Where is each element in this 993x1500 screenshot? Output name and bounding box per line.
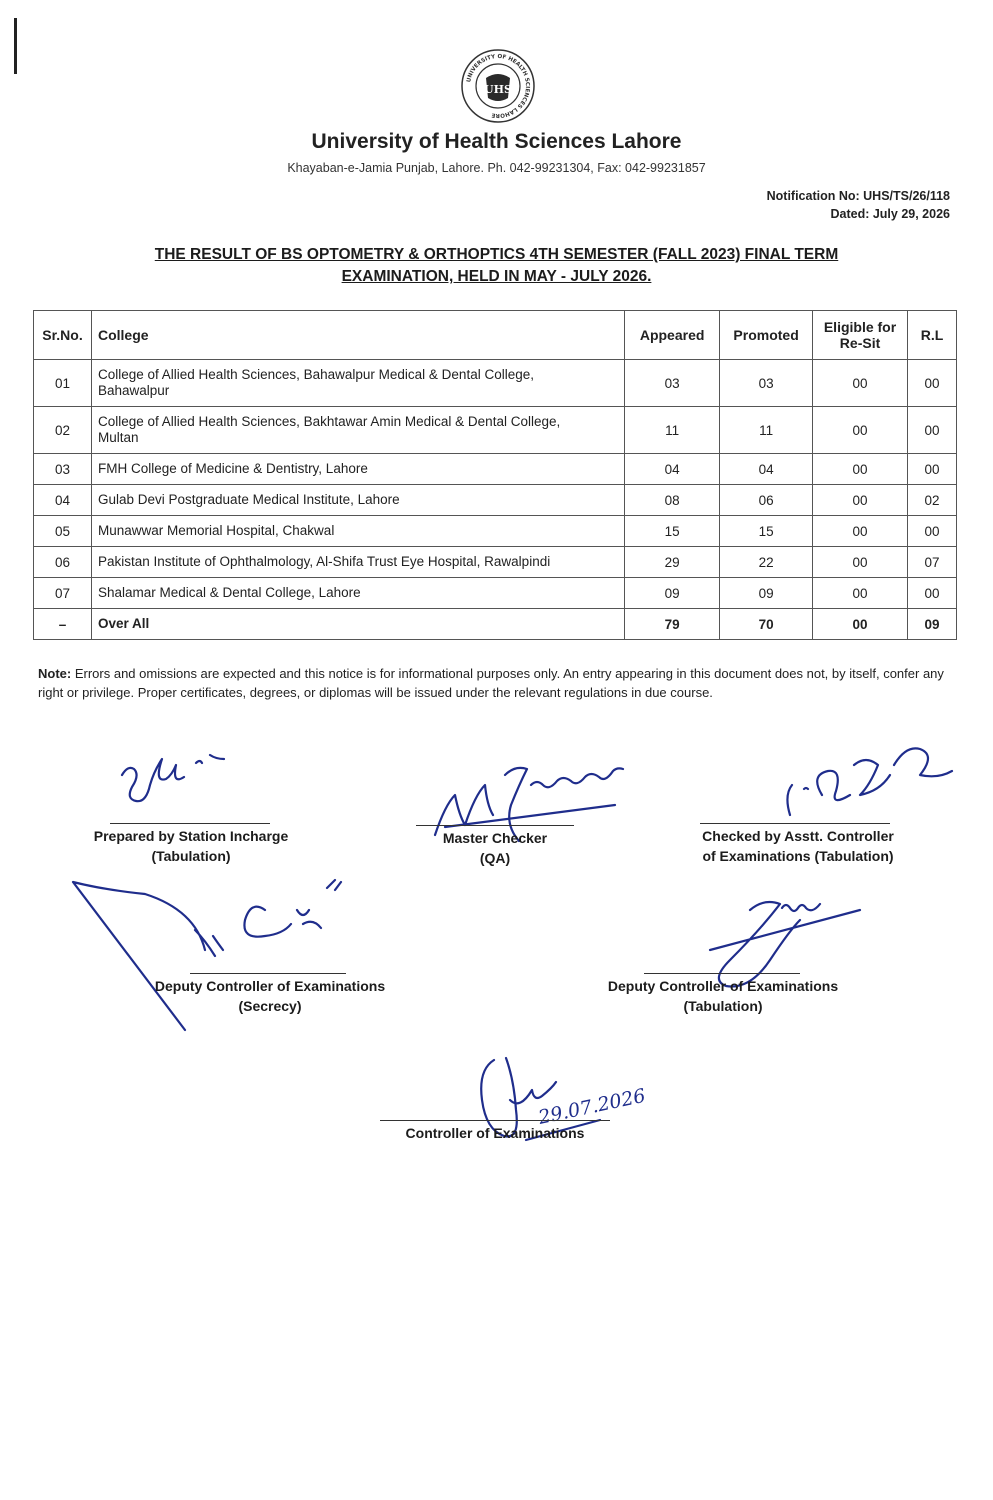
table-row [34, 485, 957, 516]
sig-block-deputy-tabulation [594, 973, 852, 1016]
header-appeared: Appeared [625, 311, 720, 360]
cell-sr: 04 [34, 485, 92, 516]
college-line-1: College of Allied Health Sciences, Bakhtawar Amin Medical & Dental College, [97, 414, 561, 429]
header-college: College [91, 311, 624, 360]
cell-sr: 07 [34, 578, 92, 609]
signature-line [380, 1120, 610, 1121]
signature-line [190, 973, 346, 974]
cell-promoted: 04 [720, 454, 813, 485]
notification-block [767, 187, 950, 223]
cell-eligible: 00 [813, 454, 908, 485]
university-address: Khayaban-e-Jamia Punjab, Lahore. Ph. 042-99231304, Fax: 042-99231857 [287, 161, 706, 175]
cell-eligible: 00 [813, 516, 908, 547]
sig-block-master-checker [416, 825, 574, 868]
header-eligible-line-2: Re-Sit [839, 335, 881, 351]
cell-rl: 00 [907, 360, 956, 407]
signature-line [644, 973, 800, 974]
cell-promoted: 11 [720, 407, 813, 454]
sig-block-controller [380, 1120, 610, 1143]
sig-block-asstt-controller [690, 823, 906, 866]
result-title-line-1: THE RESULT OF BS OPTOMETRY & ORTHOPTICS 4TH SEMESTER (FALL 2023) FINAL TERM [154, 246, 839, 263]
cell-promoted: 09 [720, 578, 813, 609]
table-row [34, 578, 957, 609]
margin-mark [14, 18, 17, 74]
note-label: Note: [38, 666, 72, 681]
result-title [60, 244, 933, 288]
college-line-2: Multan [97, 430, 139, 445]
cell-rl: 00 [907, 578, 956, 609]
cell-eligible: 00 [813, 609, 908, 640]
notification-date: Dated: July 29, 2026 [830, 207, 950, 221]
uhs-logo [460, 48, 536, 124]
result-title-line-2: EXAMINATION, HELD IN MAY - JULY 2026. [341, 268, 652, 285]
sig-block-deputy-secrecy [140, 973, 400, 1016]
university-name: University of Health Sciences Lahore [311, 130, 682, 153]
logo-monogram: UHS [484, 83, 512, 96]
cell-college: Gulab Devi Postgraduate Medical Institute, Lahore [91, 485, 624, 516]
signature-line [110, 823, 270, 824]
cell-eligible: 00 [813, 547, 908, 578]
sig-label-master-checker-sub: (QA) [479, 850, 511, 866]
cell-college: Munawwar Memorial Hospital, Chakwal [91, 516, 624, 547]
cell-rl: 00 [907, 454, 956, 485]
table-row [34, 547, 957, 578]
cell-college [91, 360, 624, 407]
cell-rl: 09 [907, 609, 956, 640]
disclaimer-note [38, 664, 958, 702]
sig-label-deputy-tabulation: Deputy Controller of Examinations [607, 978, 839, 994]
cell-rl: 00 [907, 516, 956, 547]
cell-college: Shalamar Medical & Dental College, Lahore [91, 578, 624, 609]
cell-rl: 07 [907, 547, 956, 578]
logo-ring-text: UNIVERSITY OF HEALTH SCIENCES LAHORE [466, 53, 531, 119]
cell-eligible: 00 [813, 485, 908, 516]
cell-appeared: 08 [625, 485, 720, 516]
sig-label-deputy-tabulation-sub: (Tabulation) [683, 998, 763, 1014]
notification-number: Notification No: UHS/TS/26/118 [766, 189, 950, 203]
handwritten-date: 29.07.2026 [536, 1084, 648, 1129]
cell-appeared: 09 [625, 578, 720, 609]
cell-sr: 03 [34, 454, 92, 485]
cell-eligible: 00 [813, 578, 908, 609]
sig-label-deputy-secrecy: Deputy Controller of Examinations [154, 978, 386, 994]
cell-appeared: 03 [625, 360, 720, 407]
cell-sr: 01 [34, 360, 92, 407]
header-sr-no: Sr.No. [34, 311, 92, 360]
results-table [33, 310, 957, 640]
table-header-row [34, 311, 957, 360]
cell-appeared: 79 [625, 609, 720, 640]
sig-label-controller: Controller of Examinations [405, 1125, 585, 1141]
cell-promoted: 06 [720, 485, 813, 516]
sig-label-station-incharge: Prepared by Station Incharge [93, 828, 289, 844]
college-line-1: College of Allied Health Sciences, Bahawalpur Medical & Dental College, [97, 367, 534, 382]
sig-label-master-checker: Master Checker [442, 830, 548, 846]
cell-college: FMH College of Medicine & Dentistry, Lahore [91, 454, 624, 485]
sig-block-station-incharge [82, 823, 300, 866]
note-text: Errors and omissions are expected and this notice is for informational purposes only. An entry appearing in this document does not, by itself, confer any right or privilege. Proper certificates, degrees, or diplomas will be issued under the relevant regulations in due course. [38, 666, 944, 700]
table-row [34, 454, 957, 485]
cell-college: Over All [91, 609, 624, 640]
signature-station-incharge [110, 735, 240, 815]
cell-sr: – [34, 609, 92, 640]
cell-appeared: 29 [625, 547, 720, 578]
cell-promoted: 15 [720, 516, 813, 547]
cell-sr: 05 [34, 516, 92, 547]
header-rl: R.L [907, 311, 956, 360]
signature-line [700, 823, 890, 824]
sig-label-station-incharge-sub: (Tabulation) [151, 848, 231, 864]
cell-appeared: 11 [625, 407, 720, 454]
sig-label-asstt-controller: Checked by Asstt. Controller [702, 828, 894, 844]
sig-label-deputy-secrecy-sub: (Secrecy) [238, 998, 302, 1014]
header-promoted: Promoted [720, 311, 813, 360]
cell-promoted: 03 [720, 360, 813, 407]
cell-college [91, 407, 624, 454]
cell-eligible: 00 [813, 407, 908, 454]
table-row [34, 360, 957, 407]
cell-eligible: 00 [813, 360, 908, 407]
total-row [34, 609, 957, 640]
cell-promoted: 22 [720, 547, 813, 578]
cell-rl: 02 [907, 485, 956, 516]
cell-sr: 02 [34, 407, 92, 454]
header-eligible-line-1: Eligible for [823, 319, 897, 335]
college-line-2: Bahawalpur [97, 383, 170, 398]
cell-appeared: 04 [625, 454, 720, 485]
signature-line [416, 825, 574, 826]
sig-label-asstt-controller-sub: of Examinations (Tabulation) [702, 848, 894, 864]
signature-asstt-controller [770, 735, 960, 825]
cell-sr: 06 [34, 547, 92, 578]
table-row [34, 516, 957, 547]
cell-college: Pakistan Institute of Ophthalmology, Al-Shifa Trust Eye Hospital, Rawalpindi [91, 547, 624, 578]
table-row [34, 407, 957, 454]
cell-appeared: 15 [625, 516, 720, 547]
cell-rl: 00 [907, 407, 956, 454]
header-eligible [813, 311, 908, 360]
cell-promoted: 70 [720, 609, 813, 640]
